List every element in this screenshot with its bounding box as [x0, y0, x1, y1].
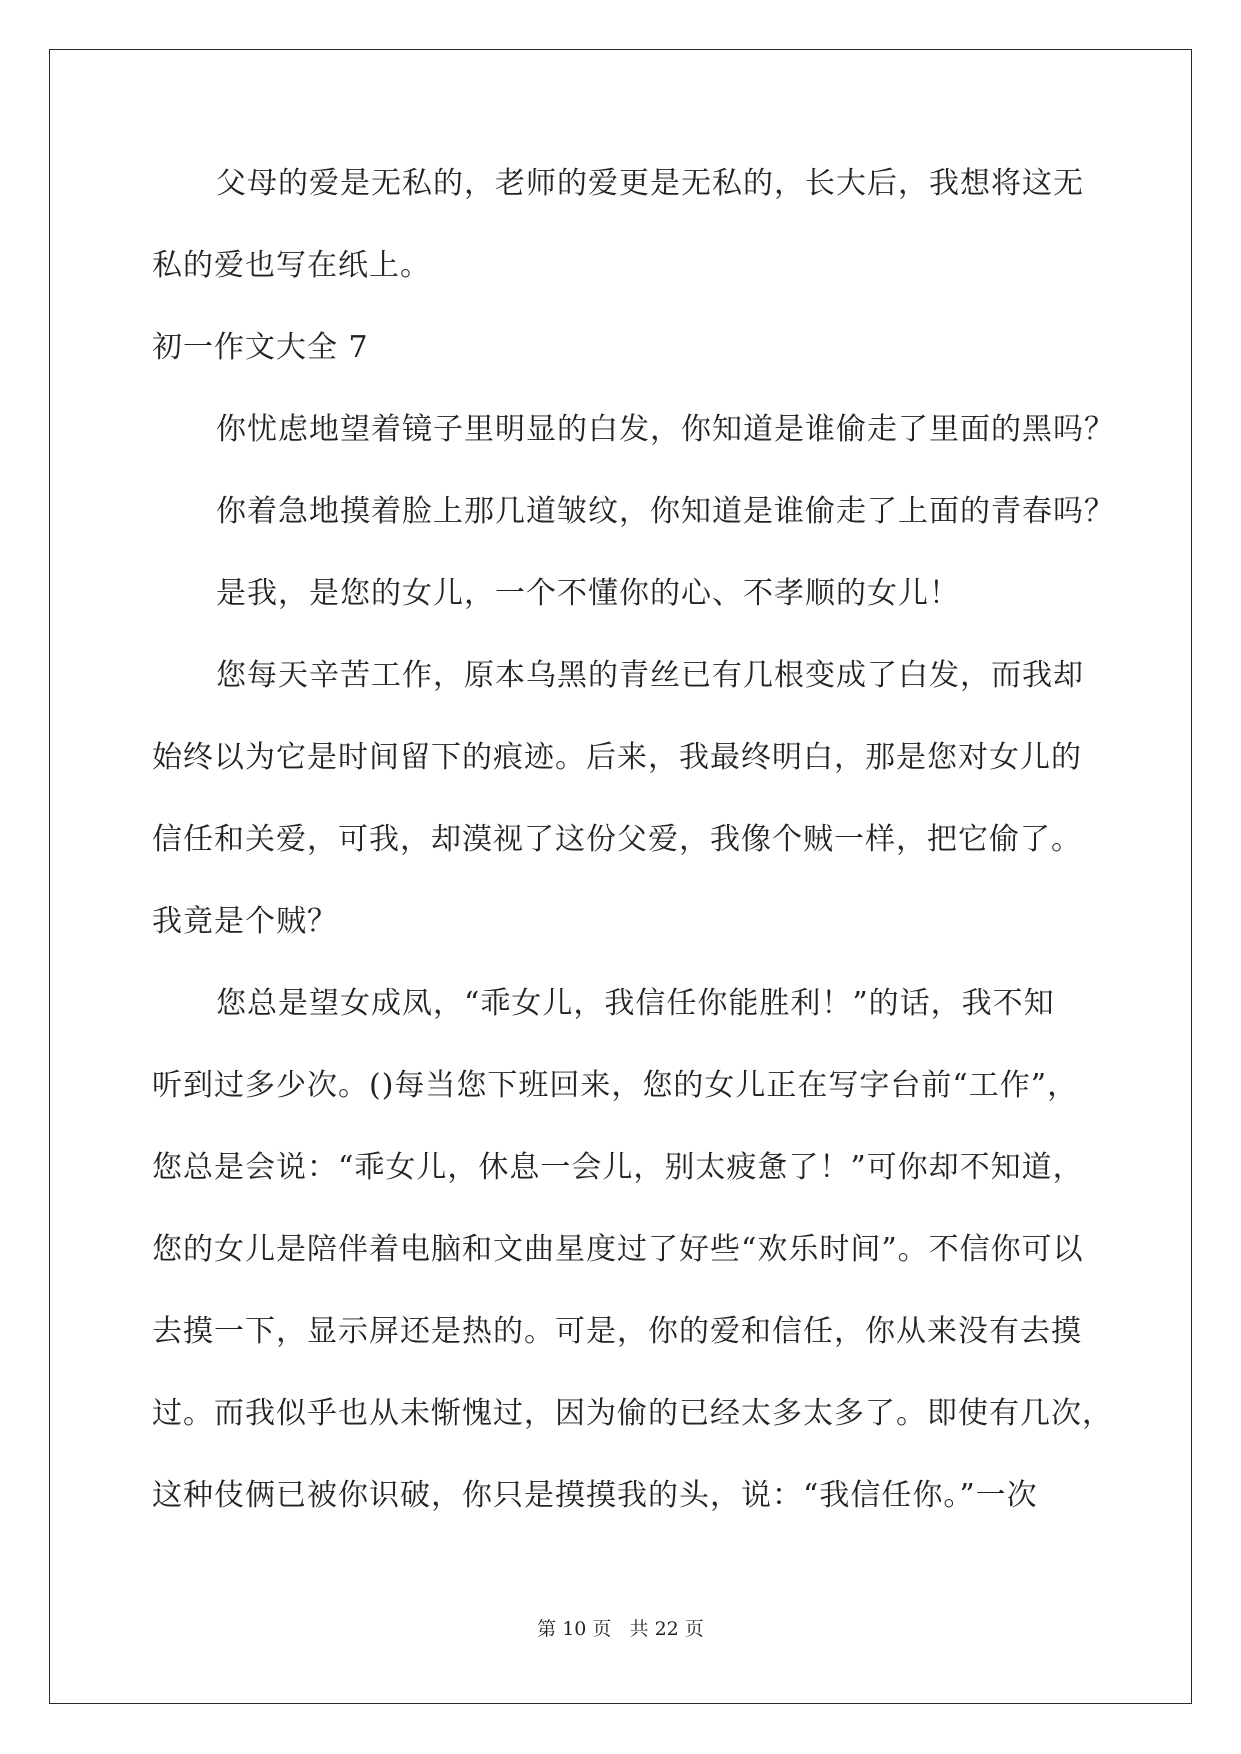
text-line: 你忧虑地望着镜子里明显的白发，你知道是谁偷走了里面的黑吗？	[216, 412, 1115, 447]
text-line: 您每天辛苦工作，原本乌黑的青丝已有几根变成了白发，而我却	[216, 658, 1084, 693]
text-line: 始终以为它是时间留下的痕迹。后来，我最终明白，那是您对女儿的	[152, 740, 1082, 775]
document-body	[152, 162, 1115, 1556]
text-line: 我竟是个贼？	[152, 904, 338, 939]
text-line: 听到过多少次。()每当您下班回来，您的女儿正在写字台前“工作”，	[152, 1068, 1079, 1103]
text-line: 你着急地摸着脸上那几道皱纹，你知道是谁偷走了上面的青春吗？	[216, 494, 1115, 529]
text-line: 父母的爱是无私的，老师的爱更是无私的，长大后，我想将这无	[216, 166, 1084, 201]
section-heading: 初一作文大全 7	[152, 330, 369, 365]
text-line: 是我，是您的女儿，一个不懂你的心、不孝顺的女儿！	[216, 576, 960, 611]
text-line: 这种伎俩已被你识破，你只是摸摸我的头，说：“我信任你。”一次	[152, 1478, 1038, 1513]
page-footer	[0, 1616, 1241, 1642]
text-line: 私的爱也写在纸上。	[152, 248, 431, 283]
text-line: 信任和关爱，可我，却漠视了这份父爱，我像个贼一样，把它偷了。	[152, 822, 1082, 857]
text-line: 您的女儿是陪伴着电脑和文曲星度过了好些“欢乐时间”。不信你可以	[152, 1232, 1084, 1267]
text-line: 您总是望女成凤，“乖女儿，我信任你能胜利！”的话，我不知	[216, 986, 1055, 1021]
text-line: 去摸一下，显示屏还是热的。可是，你的爱和信任，你从来没有去摸	[152, 1314, 1082, 1349]
page-number: 第 10 页 共 22 页	[537, 1618, 704, 1640]
text-line: 您总是会说：“乖女儿，休息一会儿，别太疲惫了！”可你却不知道，	[152, 1150, 1084, 1185]
text-line: 过。而我似乎也从未惭愧过，因为偷的已经太多太多了。即使有几次，	[152, 1396, 1113, 1431]
